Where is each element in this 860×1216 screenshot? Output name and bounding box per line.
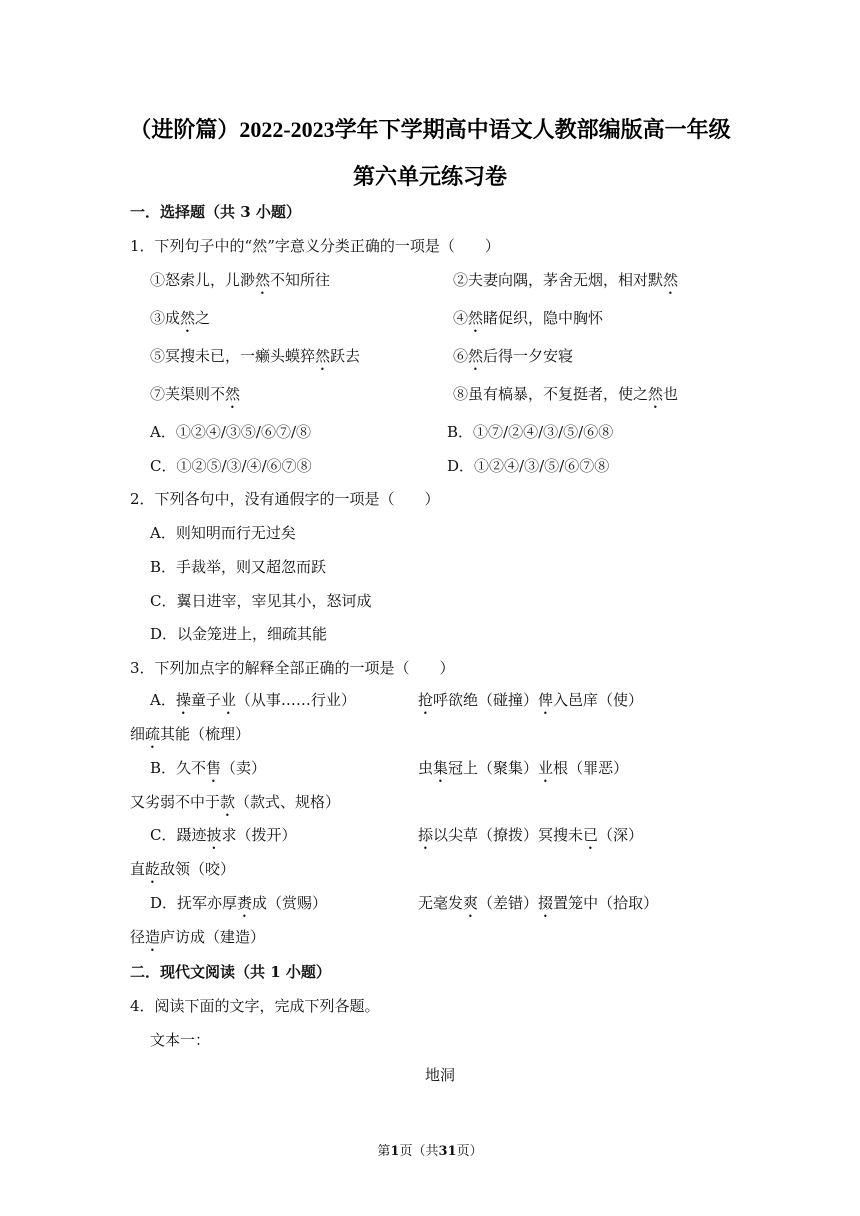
q3-option-c-part2: 掭以尖草（撩拨）冥搜未已（深） [418, 826, 644, 844]
q1-item-5: ⑤冥搜未已，一癞头蟆猝然跃去 [150, 347, 361, 365]
q3-option-a-part2: 抢呼欲绝（碰撞）俾入邑庠（使） [418, 691, 644, 709]
q3-option-c-part1: C．蹑迹披求（拨开） [150, 826, 297, 844]
passage-title: 地洞 [424, 1066, 455, 1084]
q3-option-c-part3: 直龁敌领（咬） [130, 860, 236, 878]
q2-option-d: D．以金笼进上，细疏其能 [150, 625, 328, 643]
q1-option-a: A．①②④/③⑤/⑥⑦/⑧ [150, 423, 311, 441]
text-one-label: 文本一： [150, 1031, 211, 1049]
q3-option-d-part3: 径造庐访成（建造） [130, 928, 266, 946]
q1-item-2: ②夫妻向隅，茅舍无烟，相对默然 [453, 271, 679, 289]
question-2-stem: 2．下列各句中，没有通假字的一项是（ ） [130, 490, 440, 508]
section-heading-reading: 二．现代文阅读（共 1 小题） [130, 963, 331, 981]
q1-option-d: D．①②④/③/⑤/⑥⑦⑧ [447, 457, 610, 475]
current-page-number: 1 [390, 1144, 400, 1159]
q2-option-c: C．翼日进宰，宰见其小，怒诃成 [150, 592, 372, 610]
q1-item-3: ③成然之 [150, 309, 211, 327]
total-page-count: 31 [438, 1144, 457, 1159]
q1-item-7: ⑦芙渠则不然 [150, 385, 241, 403]
q1-option-b: B．①⑦/②④/③/⑤/⑥⑧ [447, 423, 614, 441]
question-4-stem: 4．阅读下面的文字，完成下列各题。 [130, 997, 380, 1015]
q2-option-b: B．手裁举，则又超忽而跃 [150, 558, 327, 576]
q3-option-b-part1: B．久不售（卖） [150, 759, 267, 777]
q1-option-c: C．①②⑤/③/④/⑥⑦⑧ [150, 457, 312, 475]
q2-option-a: A．则知明而行无过矣 [150, 524, 296, 542]
q1-item-1: ①怒索儿，儿渺然不知所往 [150, 271, 331, 289]
document-title-line2: 第六单元练习卷 [352, 164, 507, 189]
q3-option-d-part1: D．抚军亦厚赉成（赏赐） [150, 894, 328, 912]
q3-option-a-part1: A．操童子业（从事……行业） [150, 691, 356, 709]
q3-option-a-part3: 细疏其能（梳理） [130, 725, 251, 743]
q3-option-b-part2: 虫集冠上（聚集）业根（罪恶） [418, 759, 629, 777]
section-heading-choice: 一．选择题（共 3 小题） [130, 203, 301, 221]
q1-item-8: ⑧虽有槁暴，不复挺者，使之然也 [453, 385, 679, 403]
q1-item-4: ④然睹促织，隐中胸怀 [453, 309, 604, 327]
question-3-stem: 3．下列加点字的解释全部正确的一项是（ ） [130, 659, 455, 677]
q1-item-6: ⑥然后得一夕安寝 [453, 347, 574, 365]
question-1-stem: 1．下列句子中的“然”字意义分类正确的一项是（ ） [130, 237, 500, 255]
q3-option-b-part3: 又劣弱不中于款（款式、规格） [130, 793, 341, 811]
q3-option-d-part2: 无毫发爽（差错）掇置笼中（拾取） [418, 894, 659, 912]
page-footer: 第1页（共31页） [377, 1144, 483, 1159]
document-title-line1: （进阶篇）2022-2023学年下学期高中语文人教部编版高一年级 [129, 117, 731, 142]
